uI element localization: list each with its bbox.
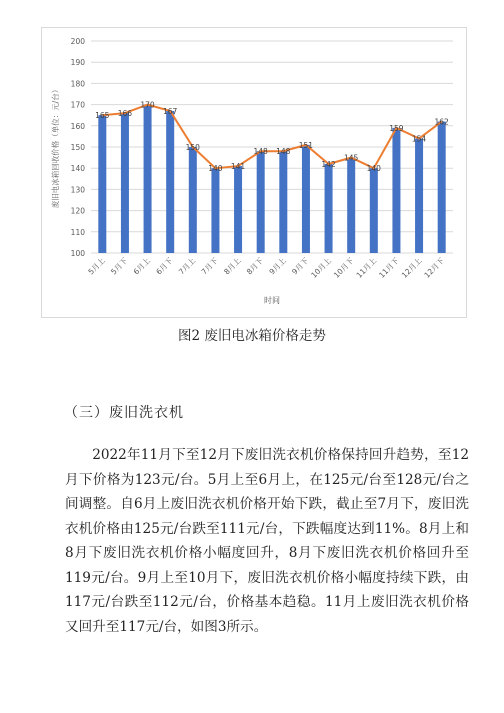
x-tick-label: 11月上 — [354, 256, 379, 280]
x-tick-label: 6月下 — [154, 256, 175, 277]
y-axis-title: 废旧电冰箱回收价格（单位：元/台） — [51, 85, 60, 209]
y-tick-label: 180 — [70, 79, 85, 89]
data-label: 154 — [411, 134, 427, 144]
bar — [347, 158, 355, 253]
paragraph-text: 2022年11月下至12月下废旧洗衣机价格保持回升趋势，至12月下价格为123元/台。5月上至6月上，在125元/台至128元/台之间调整。自6月上废旧洗衣机价格开始下跌，截止至7月下，废旧洗衣机价格由125元/台跌至111元/台，下跌幅度达到11%。8月上和8月下废旧洗衣机价格小幅度回升，8月下废旧洗衣机价格回升至119元/台。9月上至10月下，废旧洗衣机价格小幅度持续下跌，由117元/台跌至112元/台，价格基本趋稳。11月上废旧洗衣机价格又回升至117元/台，如图3所示。 — [65, 447, 469, 635]
y-tick-label: 100 — [70, 249, 85, 258]
bar — [325, 164, 333, 253]
bar — [144, 105, 152, 253]
x-tick-label: 11月下 — [377, 256, 401, 280]
bar — [166, 111, 174, 253]
data-label: 165 — [95, 111, 110, 121]
x-tick-label: 8月下 — [244, 256, 266, 277]
x-tick-label: 7月上 — [176, 256, 198, 277]
x-tick-label: 5月上 — [86, 256, 107, 277]
section-heading: （三）废旧洗衣机 — [64, 405, 184, 421]
series-line — [102, 105, 441, 172]
data-label: 159 — [389, 123, 404, 133]
bar — [438, 122, 446, 253]
y-tick-label: 150 — [70, 143, 85, 152]
x-tick-label: 9月下 — [290, 256, 311, 277]
x-tick-label: 6月上 — [131, 256, 152, 277]
bar — [189, 147, 197, 253]
bar — [392, 128, 400, 253]
x-tick-label: 8月上 — [222, 256, 243, 277]
x-tick-label: 5月下 — [109, 256, 130, 277]
bar — [302, 145, 310, 253]
data-label: 162 — [434, 117, 449, 127]
bar — [211, 168, 219, 253]
figure-caption: 图2 废旧电冰箱价格走势 — [178, 328, 326, 344]
data-label: 140 — [366, 164, 381, 174]
x-tick-label: 12月下 — [422, 256, 447, 280]
y-tick-label: 110 — [70, 227, 85, 237]
y-tick-label: 140 — [70, 164, 85, 174]
data-label: 167 — [163, 106, 178, 116]
y-tick-label: 170 — [70, 100, 85, 110]
x-tick-label: 9月上 — [267, 256, 288, 277]
y-tick-label: 160 — [70, 121, 85, 131]
bar — [234, 166, 242, 253]
y-tick-label: 130 — [70, 185, 85, 195]
x-tick-label: 12月上 — [399, 256, 424, 280]
y-tick-label: 190 — [70, 58, 85, 68]
data-label: 145 — [344, 153, 359, 163]
x-tick-label: 10月上 — [309, 256, 333, 280]
bar — [98, 115, 106, 253]
data-label: 150 — [185, 143, 200, 152]
data-label: 148 — [253, 147, 268, 157]
data-label: 140 — [208, 164, 223, 174]
price-chart — [42, 28, 466, 317]
data-label: 170 — [140, 100, 155, 110]
y-tick-label: 120 — [70, 206, 85, 216]
x-tick-label: 10月下 — [331, 256, 356, 280]
data-label: 151 — [298, 140, 314, 150]
x-axis-title: 时间 — [264, 296, 280, 305]
chart-container — [41, 27, 467, 318]
data-label: 148 — [276, 147, 291, 157]
data-label: 141 — [230, 162, 246, 172]
bar — [370, 168, 378, 253]
x-tick-label: 7月下 — [199, 256, 220, 277]
data-label: 142 — [321, 159, 336, 169]
bar — [121, 113, 129, 253]
bar — [257, 151, 265, 253]
data-label: 166 — [117, 109, 133, 119]
body-paragraph — [65, 443, 469, 639]
bar — [279, 151, 287, 253]
y-tick-label: 200 — [70, 37, 85, 46]
bar — [415, 139, 423, 253]
